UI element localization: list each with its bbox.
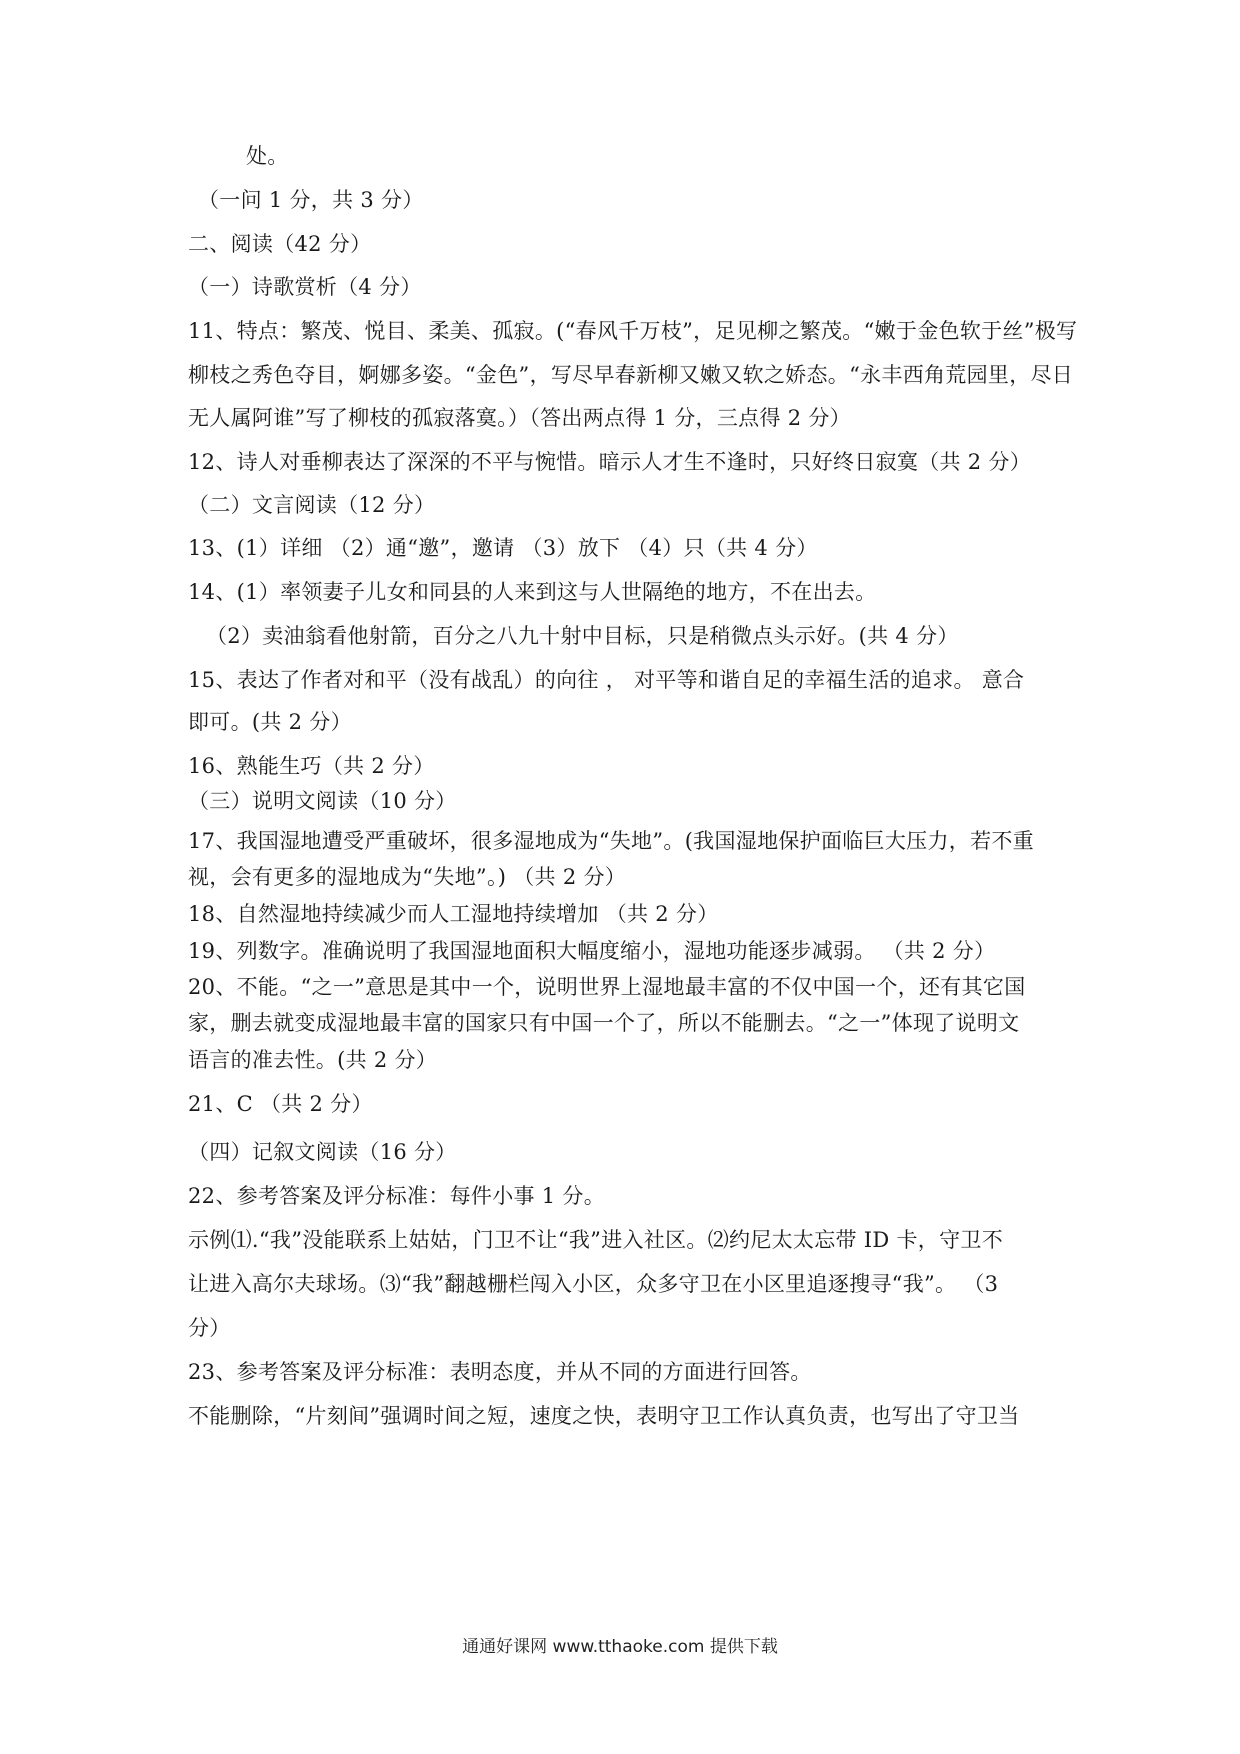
section-heading: 二、阅读（42 分） [188, 232, 372, 256]
text-line: 13、(1）详细 （2）通“邀”，邀请 （3）放下 （4）只（共 4 分） [188, 536, 818, 560]
text-line: 示例⑴.“我”没能联系上姑姑，门卫不让“我”进入社区。⑵约尼太太忘带 ID 卡，守卫不 [188, 1228, 1003, 1252]
subsection-heading: （二）文言阅读（12 分） [188, 493, 436, 517]
text-line: 无人属阿谁”写了柳枝的孤寂落寞。）（答出两点得 1 分，三点得 2 分） [188, 406, 851, 430]
text-line: 20、不能。“之一”意思是其中一个，说明世界上湿地最丰富的不仅中国一个，还有其它国 [188, 975, 1026, 999]
text-line: 19、列数字。准确说明了我国湿地面积大幅度缩小，湿地功能逐步减弱。 （共 2 分） [188, 939, 996, 963]
text-line: 柳枝之秀色夺目，婀娜多姿。“金色”，写尽早春新柳又嫩又软之娇态。“永丰西角荒园里，尽日 [188, 363, 1074, 387]
text-line: 处。 [246, 144, 289, 168]
subsection-heading: （一）诗歌赏析（4 分） [188, 275, 422, 299]
text-line: 即可。(共 2 分） [188, 710, 352, 734]
text-line: 15、表达了作者对和平（没有战乱）的向往 ， 对平等和谐自足的幸福生活的追求。 意合 [188, 668, 1025, 692]
text-line: （一问 1 分，共 3 分） [198, 188, 424, 212]
text-line: 18、自然湿地持续减少而人工湿地持续增加 （共 2 分） [188, 902, 719, 926]
text-line: 17、我国湿地遭受严重破坏，很多湿地成为“失地”。(我国湿地保护面临巨大压力，若不重 [188, 829, 1034, 853]
text-line: 21、C （共 2 分） [188, 1092, 373, 1116]
text-line: 视，会有更多的湿地成为“失地”。) （共 2 分） [188, 865, 627, 889]
text-line: 23、参考答案及评分标准：表明态度，并从不同的方面进行回答。 [188, 1360, 812, 1384]
page-footer: 通通好课网 www.tthaoke.com 提供下载 [462, 1637, 778, 1657]
text-line: 11、特点：繁茂、悦目、柔美、孤寂。(“春风千万枝”，足见柳之繁茂。“嫩于金色软于丝”极写 [188, 319, 1078, 343]
text-line: 语言的准去性。(共 2 分） [188, 1048, 438, 1072]
subsection-heading: （四）记叙文阅读（16 分） [188, 1140, 457, 1164]
text-line: 让进入高尔夫球场。⑶“我”翻越栅栏闯入小区，众多守卫在小区里追逐搜寻“我”。 （3 [188, 1272, 999, 1296]
subsection-heading: （三）说明文阅读（10 分） [188, 789, 457, 813]
text-line: 12、诗人对垂柳表达了深深的不平与惋惜。暗示人才生不逢时，只好终日寂寞（共 2 分） [188, 450, 1032, 474]
text-line: 不能删除，“片刻间”强调时间之短，速度之快，表明守卫工作认真负责，也写出了守卫当 [188, 1404, 1020, 1428]
text-line: （2）卖油翁看他射箭，百分之八九十射中目标，只是稍微点头示好。(共 4 分） [206, 624, 959, 648]
text-line: 14、(1）率领妻子儿女和同县的人来到这与人世隔绝的地方，不在出去。 [188, 580, 877, 604]
text-line: 22、参考答案及评分标准：每件小事 1 分。 [188, 1184, 606, 1208]
text-line: 家，删去就变成湿地最丰富的国家只有中国一个了，所以不能删去。“之一”体现了说明文 [188, 1011, 1020, 1035]
text-line: 分） [188, 1316, 231, 1340]
text-line: 16、熟能生巧（共 2 分） [188, 754, 435, 778]
